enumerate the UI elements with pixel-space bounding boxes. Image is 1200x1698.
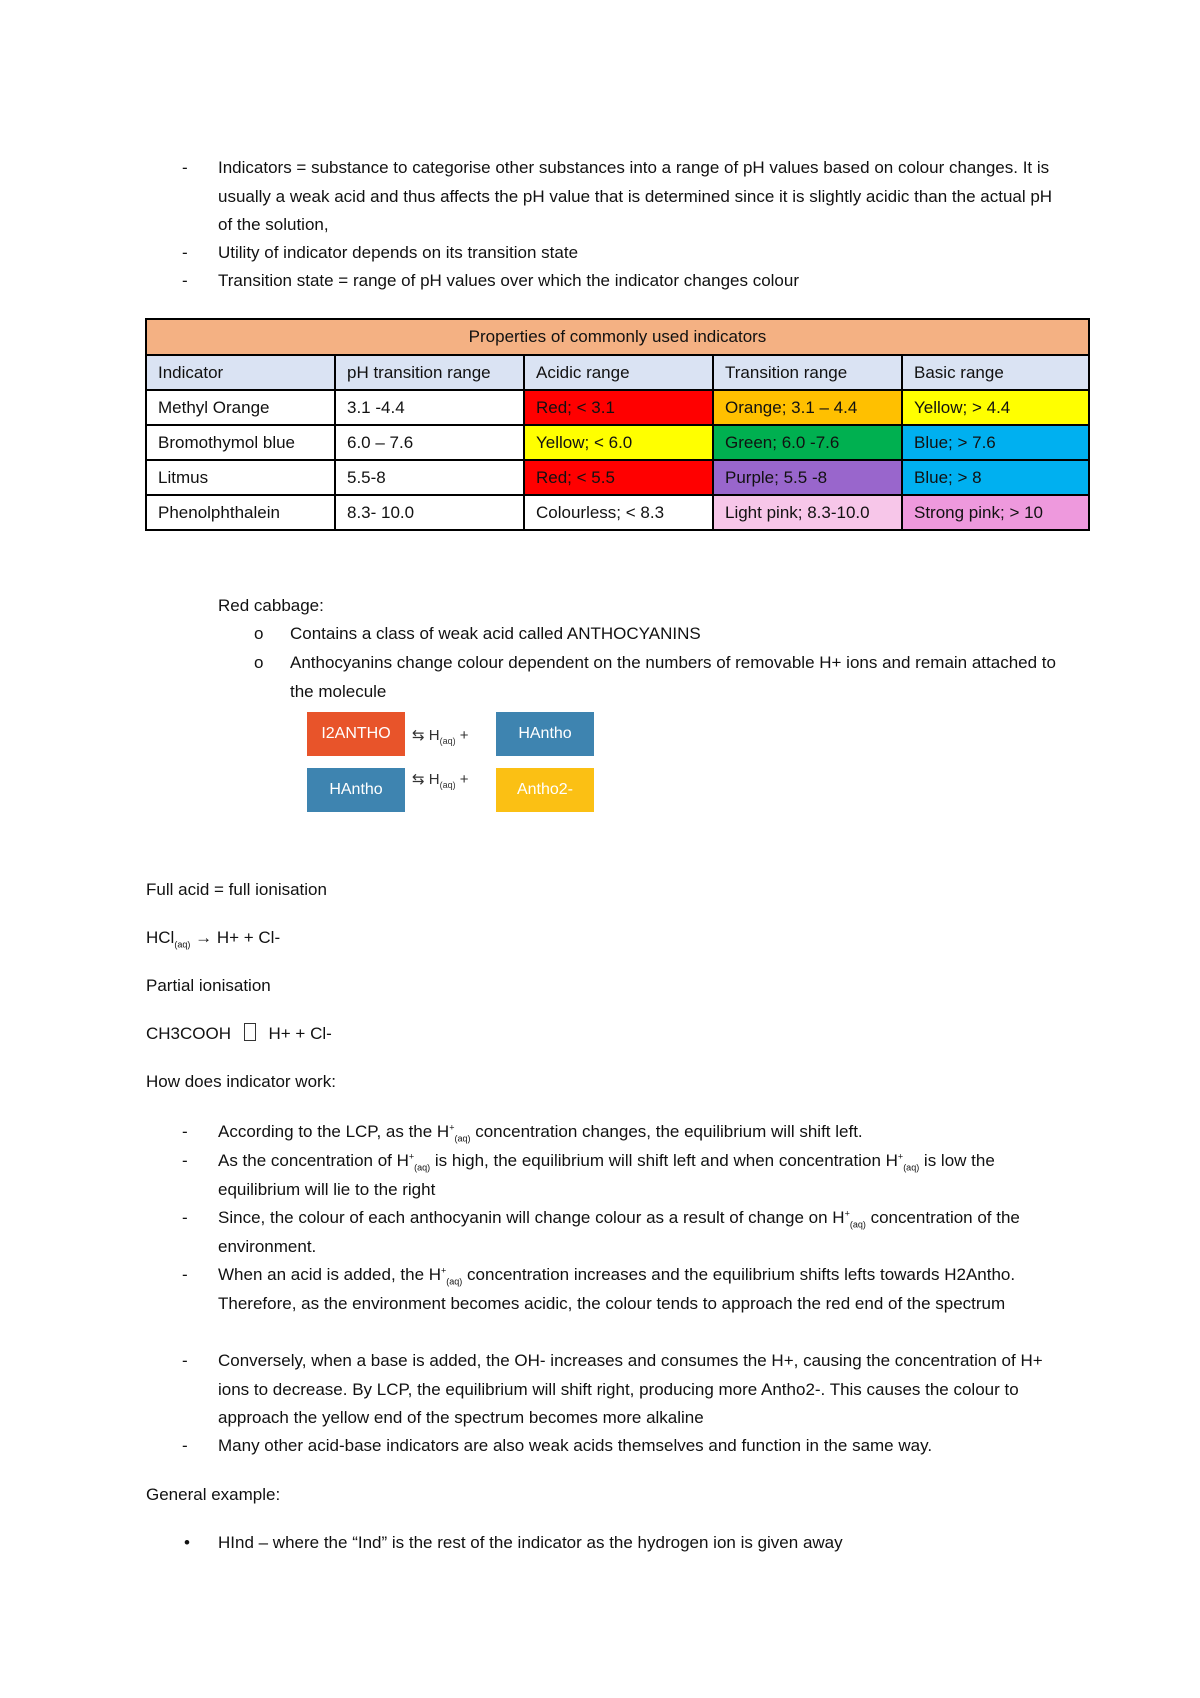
dash-marker: - (182, 1436, 188, 1455)
reactant: HCl (146, 928, 175, 947)
equilibrium-arrow: ⇆ H (412, 771, 440, 788)
dash-marker: - (182, 1208, 188, 1227)
hantho-box: HAntho (307, 768, 405, 812)
acidic-range: Colourless; < 8.3 (524, 495, 713, 530)
hcl-equation (146, 924, 280, 953)
hantho-box: HAntho (496, 712, 594, 756)
general-example-heading: General example: (146, 1485, 281, 1504)
red-cabbage-item: Anthocyanins change colour dependent on the numbers of removable H+ ions and remain attached to the molecule (290, 653, 1056, 701)
bullet-text: Conversely, when a base is added, the OH- increases and consumes the H+, causing the concentration of H+ ions to decrease. By LCP, the equilibrium will shift right, producing more Antho2-. This causes the colour to approach the yellow end of the spectrum becomes more alkaline (218, 1351, 1043, 1427)
circle-marker: o (254, 624, 264, 643)
aq-subscript: (aq) (439, 780, 456, 790)
equilibrium-arrow: ⇆ H (412, 727, 440, 744)
column-header: Transition range (713, 355, 902, 390)
basic-range: Blue; > 8 (902, 460, 1089, 495)
indicator-name: Bromothymol blue (146, 425, 335, 460)
acidic-range: Yellow; < 6.0 (524, 425, 713, 460)
table-row (146, 495, 1089, 530)
plus-sign: + (459, 771, 469, 788)
reactant: CH3COOH (146, 1024, 232, 1043)
table-row (146, 460, 1089, 495)
bullet-text: Transition state = range of pH values over which the indicator changes colour (218, 271, 799, 290)
ph-range: 8.3- 10.0 (335, 495, 524, 530)
transition-range: Green; 6.0 -7.6 (713, 425, 902, 460)
bullet-text: According to the LCP, as the $H^+_{(aq)}$ concentration changes, the equilibrium will shift left. (218, 1122, 863, 1144)
bullet-text: Many other acid-base indicators are also weak acids themselves and function in the same way. (218, 1436, 933, 1455)
dash-marker: - (182, 1351, 188, 1370)
equilibrium-label (412, 770, 469, 788)
bullet-text: As the concentration of $H^+_{(aq)}$ is high, the equilibrium will shift left and when concentration $H^+_{(aq)}$ is low the equilibrium will lie to the right (218, 1151, 995, 1199)
circle-marker: o (254, 653, 264, 672)
indicator-name: Methyl Orange (146, 390, 335, 425)
table-row (146, 390, 1089, 425)
transition-range: Light pink; 8.3-10.0 (713, 495, 902, 530)
column-header: Basic range (902, 355, 1089, 390)
dash-marker: - (182, 158, 188, 177)
indicator-name: Litmus (146, 460, 335, 495)
red-cabbage-item: Contains a class of weak acid called ANTHOCYANINS (290, 624, 701, 643)
basic-range: Yellow; > 4.4 (902, 390, 1089, 425)
bullet-dot-icon: • (184, 1533, 190, 1552)
column-header: pH transition range (335, 355, 524, 390)
table-header-row (146, 355, 1089, 390)
indicator-name: Phenolphthalein (146, 495, 335, 530)
basic-range: Strong pink; > 10 (902, 495, 1089, 530)
aq-subscript: (aq) (439, 736, 456, 746)
equilibrium-label (412, 726, 469, 744)
right-arrow-icon: → (195, 928, 213, 947)
aq-subscript: (aq) (174, 939, 191, 950)
transition-range: Orange; 3.1 – 4.4 (713, 390, 902, 425)
products: H+ + Cl- (268, 1024, 332, 1043)
bullet-text: HInd – where the “Ind” is the rest of the indicator as the hydrogen ion is given away (218, 1533, 843, 1552)
plus-sign: + (459, 727, 469, 744)
column-header: Acidic range (524, 355, 713, 390)
acidic-range: Red; < 3.1 (524, 390, 713, 425)
table-row (146, 425, 1089, 460)
how-heading: How does indicator work: (146, 1072, 336, 1091)
h2antho-box: I2ANTHO (307, 712, 405, 756)
ph-range: 5.5-8 (335, 460, 524, 495)
products: H+ + Cl- (216, 928, 281, 947)
dash-marker: - (182, 1265, 188, 1284)
table-caption: Properties of commonly used indicators (146, 319, 1089, 355)
ph-range: 6.0 – 7.6 (335, 425, 524, 460)
missing-arrow-glyph-icon (244, 1023, 256, 1041)
full-acid-heading: Full acid = full ionisation (146, 880, 327, 899)
bullet-text: When an acid is added, the $H^+_{(aq)}$ concentration increases and the equilibrium shifts lefts towards H2Antho. Therefore, as the environment becomes acidic, the colour tends to approach the red end of the spectrum (218, 1265, 1016, 1313)
basic-range: Blue; > 7.6 (902, 425, 1089, 460)
ph-range: 3.1 -4.4 (335, 390, 524, 425)
transition-range: Purple; 5.5 -8 (713, 460, 902, 495)
acidic-range: Red; < 5.5 (524, 460, 713, 495)
dash-marker: - (182, 271, 188, 290)
bullet-text: Since, the colour of each anthocyanin will change colour as a result of change on $H^+_{(aq)}$ concentration of the environment. (218, 1208, 1020, 1256)
ch3cooh-equation (146, 1020, 332, 1049)
antho2-box: Antho2- (496, 768, 594, 812)
column-header: Indicator (146, 355, 335, 390)
red-cabbage-heading: Red cabbage: (218, 596, 324, 615)
dash-marker: - (182, 1122, 188, 1141)
bullet-text: Indicators = substance to categorise other substances into a range of pH values based on colour changes. It is usually a weak acid and thus affects the pH value that is determined since it is slightly acidic than the actual pH of the solution, (218, 158, 1053, 234)
partial-ionisation-heading: Partial ionisation (146, 976, 271, 995)
bullet-text: Utility of indicator depends on its transition state (218, 243, 579, 262)
indicator-properties-table (145, 318, 1090, 531)
dash-marker: - (182, 1151, 188, 1170)
dash-marker: - (182, 243, 188, 262)
